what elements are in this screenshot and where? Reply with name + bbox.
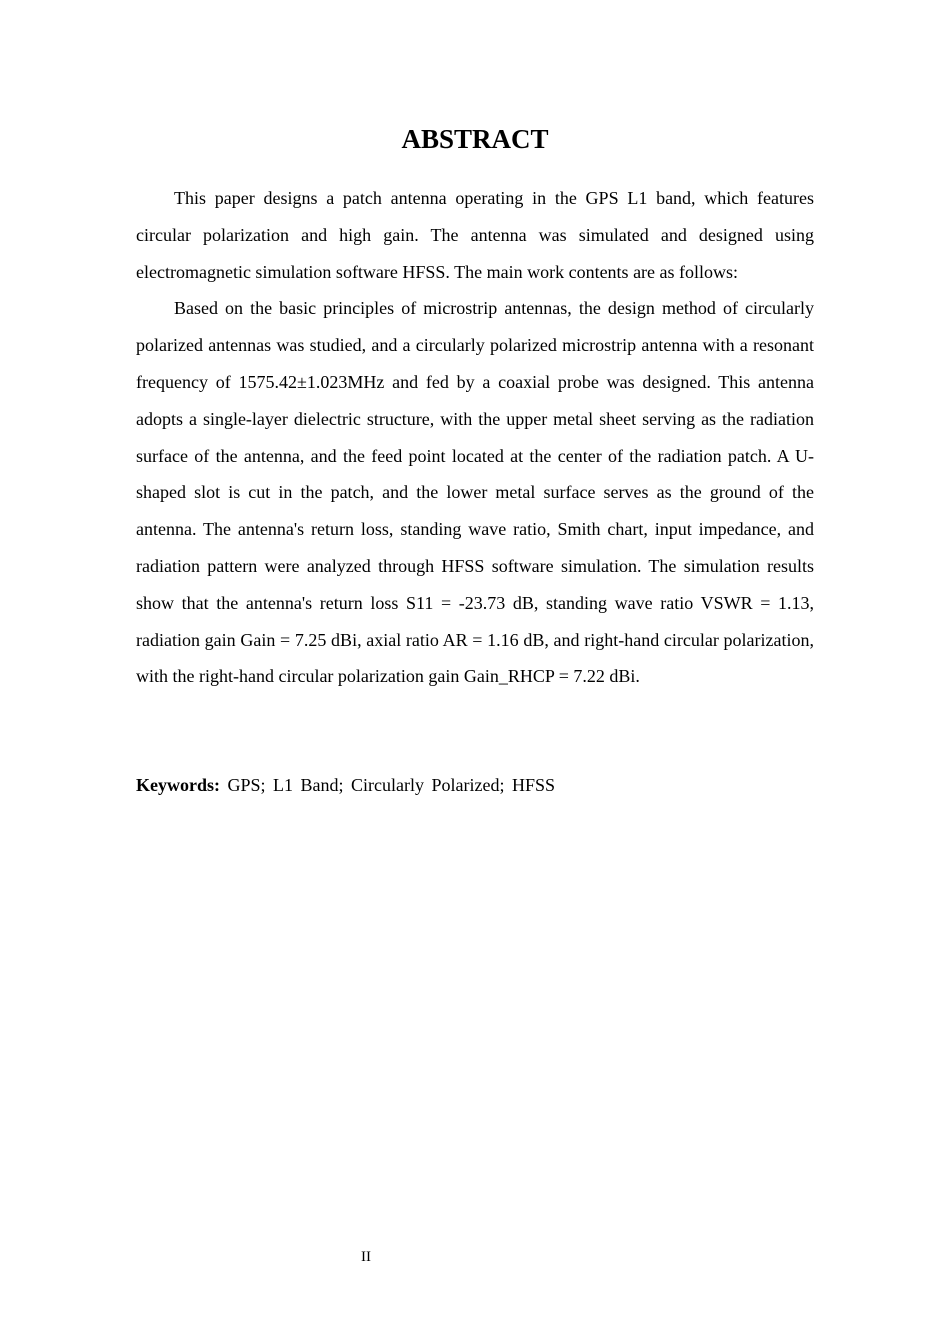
page-number: II [361, 1249, 371, 1265]
keywords-label: Keywords: [136, 775, 220, 795]
abstract-paragraph-2: Based on the basic principles of microstrip antennas, the design method of circularly polarized antennas was studied, and a circularly polarized microstrip antenna with a resonant frequency of 1575.42±1.023MHz and fed by a coaxial probe was designed. This antenna adopts a single-layer dielectric structure, with the upper metal sheet serving as the radiation surface of the antenna, and the feed point located at the center of the radiation patch. A U-shaped slot is cut in the patch, and the lower metal surface serves as the ground of the antenna. The antenna's return loss, standing wave ratio, Smith chart, input impedance, and radiation pattern were analyzed through HFSS software simulation. The simulation results show that the antenna's return loss S11 = -23.73 dB, standing wave ratio VSWR = 1.13, radiation gain Gain = 7.25 dBi, axial ratio AR = 1.16 dB, and right-hand circular polarization, with the right-hand circular polarization gain Gain_RHCP = 7.22 dBi. [136, 298, 814, 687]
keywords-list: GPS; L1 Band; Circularly Polarized; HFSS [227, 775, 555, 795]
keywords-line [136, 767, 814, 804]
abstract-body [136, 180, 814, 695]
abstract-title: ABSTRACT [401, 124, 549, 154]
abstract-paragraph-1: This paper designs a patch antenna operating in the GPS L1 band, which features circular polarization and high gain. The antenna was simulated and designed using electromagnetic simulation software HFSS. The main work contents are as follows: [136, 188, 814, 282]
